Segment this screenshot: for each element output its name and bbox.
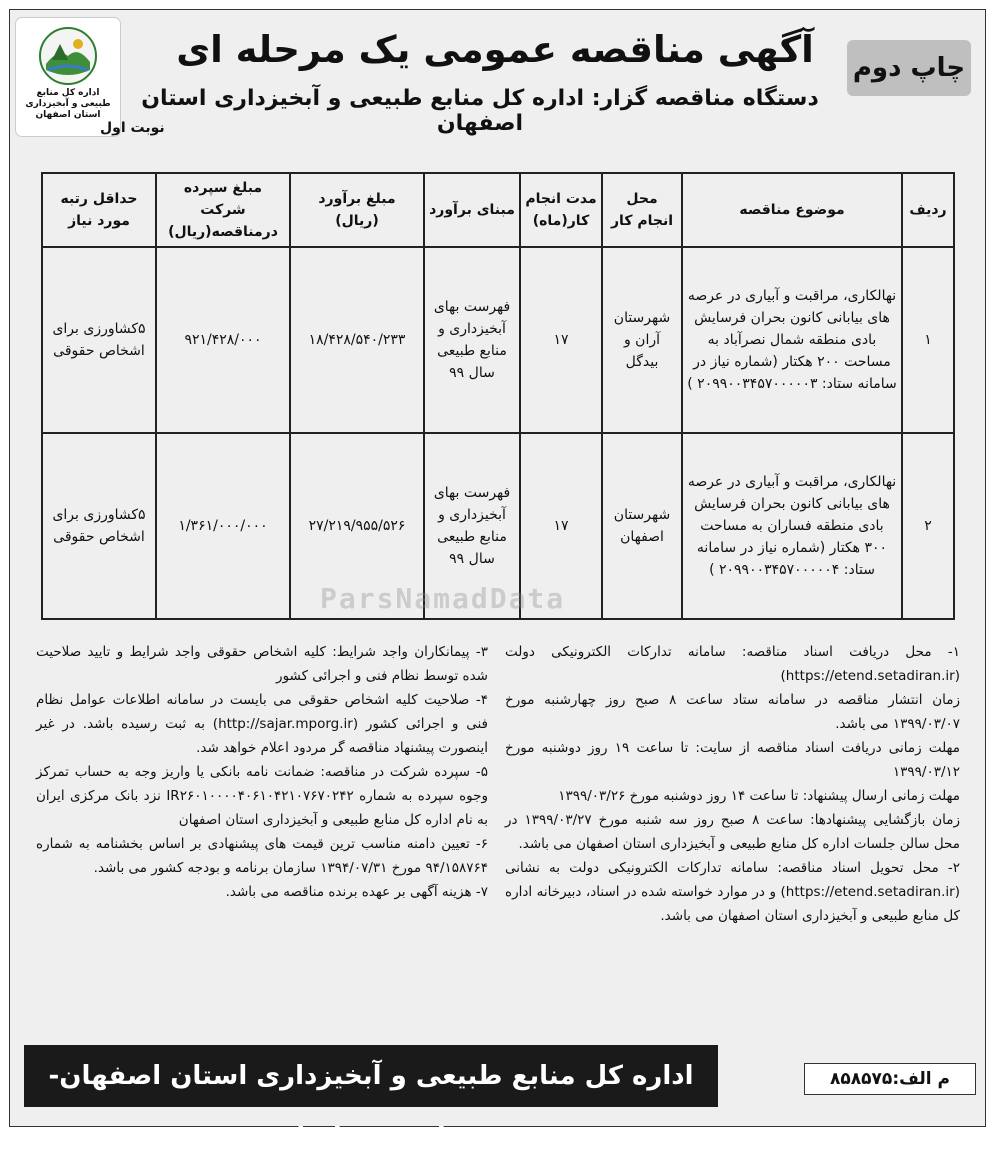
note-paragraph: ۷- هزینه آگهی بر عهده برنده مناقصه می باشد. [225,884,488,900]
tender-subject: نهالکاری، مراقبت و آبیاری در عرصه های بیابانی کانون بحران فرسایش بادی منطقه شمال نصرآباد به مساحت ۲۰۰ هکتار (شماره نیاز در سامانه ستاد: ۲۰۹۹۰۰۳۴۵۷۰۰۰۰۰۳ ) [682,247,902,433]
header-cell: حداقل رتبه مورد نیاز [42,173,156,247]
note-paragraph: ۵- سپرده شرکت در مناقصه: ضمانت نامه بانکی یا واریز وجه به حساب تمرکز وجوه سپرده به شماره IR۲۶۰۱۰۰۰۰۴۰۶۱۰۴۲۱۰۷۶۷۰۲۴۲ نزد بانک مرکزی ایران به نام اداره کل منابع طبیعی و آبخیزداری استان اصفهان [36,764,489,828]
note-paragraph: مهلت زمانی دریافت اسناد مناقصه از سایت: تا ساعت ۱۹ روز دوشنبه مورخ ۱۳۹۹/۰۳/۱۲ [505,740,960,780]
tender-subject: نهالکاری، مراقبت و آبیاری در عرصه های بیابانی کانون بحران فرسایش بادی منطقه فساران به مساحت ۳۰۰ هکتار (شماره نیاز در سامانه ستاد: ۲۰۹۹۰۰۳۴۵۷۰۰۰۰۰۴ ) [682,433,902,619]
note-paragraph: ۲- محل تحویل اسناد مناقصه: سامانه تدارکات الکترونیکی دولت به نشانی (https://etend.setadiran.ir) و در موارد خواسته شده در اسناد، دبیرخانه اداره کل منابع طبیعی و آبخیزداری استان اصفهان می باشد. [505,860,960,924]
work-duration: ۱۷ [520,433,602,619]
note-paragraph: مهلت زمانی ارسال پیشنهاد: تا ساعت ۱۴ روز دوشنبه مورخ ۱۳۹۹/۰۳/۲۶ [558,788,960,804]
notes-right-column [505,640,960,928]
tender-table [41,172,955,620]
minimum-grade: ۵کشاورزی برای اشخاص حقوقی [42,247,156,433]
note-paragraph: ۳- پیمانکاران واجد شرایط: کلیه اشخاص حقوقی واجد شرایط و تایید صلاحیت شده توسط نظام فنی و اجرائی کشور [36,644,488,684]
organization-logo [16,18,120,136]
header-cell: ردیف [902,173,954,247]
notes-left-column [36,640,488,904]
page-title: آگهی مناقصه عمومی یک مرحله ای [176,28,814,71]
footer-banner: اداره کل منابع طبیعی و آبخیزداری استان اصفهان- امور پیمانها [24,1045,718,1107]
note-paragraph: زمان انتشار مناقصه در سامانه ستاد ساعت ۸ صبح روز چهارشنبه مورخ ۱۳۹۹/۰۳/۰۷ می باشد. [505,692,960,732]
header-cell: موضوع مناقصه [682,173,902,247]
logo-text: اداره کل منابع طبیعی و آبخیزداری استان اصفهان [25,88,111,120]
header-cell: مبلغ برآورد (ریال) [290,173,424,247]
work-duration: ۱۷ [520,247,602,433]
round-label: نوبت اول [100,120,165,136]
note-paragraph: ۱- محل دریافت اسناد مناقصه: سامانه تدارکات الکترونیکی دولت (https://etend.setadiran.ir) [505,644,960,684]
note-paragraph: زمان بازگشایی پیشنهادها: ساعت ۸ صبح روز سه شنبه مورخ ۱۳۹۹/۰۳/۲۷ در محل سالن جلسات اداره کل منابع طبیعی و آبخیزداری استان اصفهان می باشد. [505,812,960,852]
deposit-amount: ۹۲۱/۴۲۸/۰۰۰ [156,247,290,433]
page-subtitle: دستگاه مناقصه گزار: اداره کل منابع طبیعی و آبخیزداری استان اصفهان [141,86,819,136]
header-cell: محل انجام کار [602,173,682,247]
row-number: ۲ [902,433,954,619]
minimum-grade: ۵کشاورزی برای اشخاص حقوقی [42,433,156,619]
ad-code: م الف:۸۵۸۵۷۵ [804,1063,976,1095]
deposit-amount: ۱/۳۶۱/۰۰۰/۰۰۰ [156,433,290,619]
note-paragraph: ۴- صلاحیت کلیه اشخاص حقوقی می بایست در سامانه اطلاعات عوامل نظام فنی و اجرائی کشور (http://sajar.mporg.ir) به ثبت رسیده باشد. در غیر اینصورت پیشنهاد مناقصه گر مردود اعلام خواهد شد. [36,692,488,756]
work-location: شهرستان اصفهان [602,433,682,619]
estimate-basis: فهرست بهای آبخیزداری و منابع طبیعی سال ۹۹ [424,433,520,619]
note-paragraph: ۶- تعیین دامنه مناسب ترین قیمت های پیشنهادی بر اساس بخشنامه به شماره ۹۴/۱۵۸۷۶۴ مورخ ۱۳۹۴/۰۷/۳۱ سازمان برنامه و بودجه کشور می باشد. [36,836,488,876]
row-number: ۱ [902,247,954,433]
print-badge: چاپ دوم [847,40,971,96]
table-row [42,247,954,433]
estimate-basis: فهرست بهای آبخیزداری و منابع طبیعی سال ۹۹ [424,247,520,433]
header-cell: مبنای برآورد [424,173,520,247]
table-header-row [42,173,954,247]
header-cell: مدت انجام کار(ماه) [520,173,602,247]
estimate-amount: ۲۷/۲۱۹/۹۵۵/۵۲۶ [290,433,424,619]
estimate-amount: ۱۸/۴۲۸/۵۴۰/۲۳۳ [290,247,424,433]
watermark: ParsNamadData [320,582,566,615]
work-location: شهرستان آران و بیدگل [602,247,682,433]
emblem-icon [38,26,98,86]
header-cell: مبلغ سپرده شرکت درمناقصه(ریال) [156,173,290,247]
